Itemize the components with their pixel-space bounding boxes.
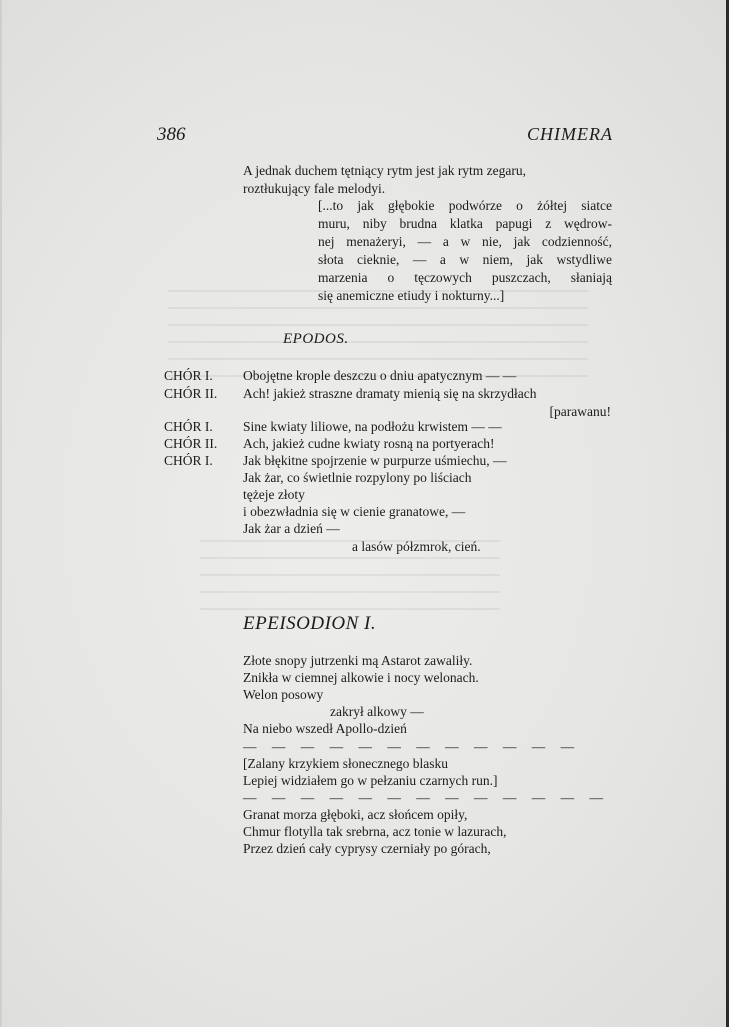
verse-line: Granat morza głęboki, acz słońcem opiły, bbox=[243, 807, 468, 822]
verse-line: Chmur flotylla tak srebrna, acz tonie w lazurach, bbox=[243, 824, 507, 839]
bracket-line: [...to jak głębokie podwórze o żółtej siatce bbox=[318, 198, 612, 213]
verse-line: [Zalany krzykiem słonecznego blasku bbox=[243, 756, 449, 771]
speaker-label: CHÓR I. bbox=[164, 419, 213, 434]
verse-line: Welon posowy bbox=[243, 687, 324, 702]
speaker-label: CHÓR I. bbox=[164, 368, 213, 383]
section-heading-epodos: EPODOS. bbox=[283, 331, 349, 347]
verse-line: a lasów półzmrok, cień. bbox=[352, 539, 481, 554]
verse-line: Znikła w ciemnej alkowie i nocy welonach. bbox=[243, 670, 479, 685]
verse-line: [parawanu! bbox=[549, 404, 611, 419]
speaker-label: CHÓR II. bbox=[164, 436, 218, 451]
bracket-line: słota cieknie, — a w niem, jak wstydliwe bbox=[318, 252, 612, 267]
running-head: CHIMERA bbox=[527, 124, 613, 144]
dash-rule: — — — — — — — — — — — — — bbox=[243, 790, 609, 805]
verse-line: Jak żar, co świetlnie rozpylony po liściach bbox=[243, 470, 472, 485]
section-heading-epeisodion: EPEISODION I. bbox=[243, 613, 377, 634]
verse-line: Na niebo wszedł Apollo-dzień bbox=[243, 721, 407, 736]
verse-line: Sine kwiaty liliowe, na podłożu krwistem — — bbox=[243, 419, 502, 434]
verse-line: zakrył alkowy — bbox=[330, 704, 424, 719]
verse-line: Ach, jakież cudne kwiaty rosną na portyerach! bbox=[243, 436, 495, 451]
bracket-line: muru, niby brudna klatka papugi z wędrow- bbox=[318, 216, 612, 231]
bracket-line: nej menażeryi, — a w nie, jak codzienność, bbox=[318, 234, 612, 249]
verse-line: Lepiej widziałem go w pełzaniu czarnych run.] bbox=[243, 773, 498, 788]
verse-line: tężeje złoty bbox=[243, 487, 305, 502]
bracket-line: marzenia o tęczowych puszczach, słaniają bbox=[318, 270, 612, 285]
page-left-edge bbox=[0, 0, 2, 1027]
intro-line: roztłukujący fale melodyi. bbox=[243, 181, 386, 196]
verse-line: Jak błękitne spojrzenie w purpurze uśmiechu, — bbox=[243, 453, 507, 468]
intro-line: A jednak duchem tętniący rytm jest jak rytm zegaru, bbox=[243, 163, 527, 178]
verse-line: i obezwładnia się w cienie granatowe, — bbox=[243, 504, 466, 519]
verse-line: Jak żar a dzień — bbox=[243, 521, 340, 536]
verse-line: Przez dzień cały cyprysy czerniały po górach, bbox=[243, 841, 491, 856]
bracket-line: się anemiczne etiudy i nokturny...] bbox=[318, 288, 505, 303]
verse-line: Złote snopy jutrzenki mą Astarot zawaliły. bbox=[243, 653, 473, 668]
dash-rule: — — — — — — — — — — — — bbox=[243, 739, 581, 754]
verse-line: Obojętne krople deszczu o dniu apatycznym — — bbox=[243, 368, 517, 383]
page-number: 386 bbox=[157, 124, 186, 145]
speaker-label: CHÓR I. bbox=[164, 453, 213, 468]
speaker-label: CHÓR II. bbox=[164, 386, 218, 401]
verse-line: Ach! jakież straszne dramaty mienią się na skrzydłach bbox=[243, 386, 537, 401]
